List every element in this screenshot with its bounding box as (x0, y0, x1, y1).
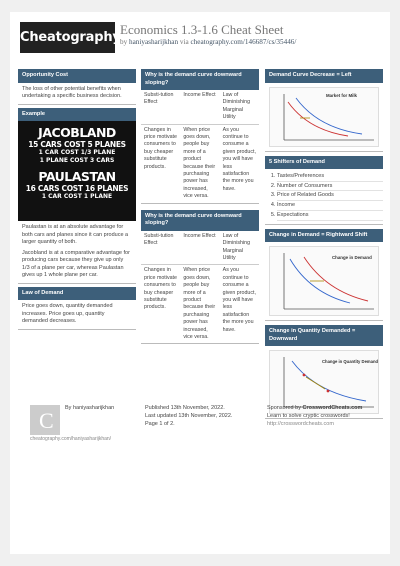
list-item: 1. Tastes/Preferences (277, 172, 383, 182)
demand-increase-section (265, 229, 383, 322)
column-2 (141, 69, 259, 344)
graph-svg (270, 88, 378, 146)
sponsor-url-link[interactable]: http://crosswordcheats.com (267, 420, 334, 427)
movement-arrow (306, 377, 325, 389)
section-heading: Why is the demand curve downward sloping? (141, 210, 259, 231)
graph-svg (270, 351, 378, 413)
table-cell: Substi-tution Effect (141, 231, 180, 265)
table-cell: As you continue to consume a given product, you will have less satisfaction the more you have. (222, 267, 256, 333)
opportunity-cost-section (18, 69, 136, 105)
table-cell: Law of Diminishing Marginal Utility (220, 231, 259, 265)
list-item: 5. Expectations (277, 211, 383, 221)
law-of-demand-section (18, 287, 136, 330)
why-table (141, 90, 259, 203)
section-text: Jacobland is at a comparative advantage for producing cars because they give up only 1/3 of a plane per car, whereas Paulastan gives up 1 whole plane per car. (22, 249, 130, 278)
updated-date: Last updated 13th November, 2022. (145, 412, 233, 419)
by-label: By (65, 405, 72, 411)
point-a (303, 374, 306, 377)
cheat-sheet-page (10, 12, 390, 554)
shifters-list (265, 169, 383, 224)
footer-publish-info (145, 405, 232, 435)
section-heading: Demand Curve Decrease = Left (265, 69, 383, 83)
why-downward-section-2 (141, 210, 259, 345)
demand-decrease-graph (269, 87, 379, 147)
section-heading: 5 Shifters of Demand (265, 156, 383, 170)
table-cell: Law of Diminishing Marginal Utility (220, 90, 259, 124)
why-table (141, 231, 259, 344)
avatar-letter: C (39, 408, 54, 433)
section-heading: Example (18, 108, 136, 122)
demand-increase-graph (269, 246, 379, 316)
section-heading: Change in Demand = Rightward Shift (265, 229, 383, 243)
example-image (18, 121, 136, 221)
sheet-title: Economics 1.3-1.6 Cheat Sheet (120, 22, 284, 37)
ad-line: 1 CAR COST 1/3 PLANE (38, 149, 116, 156)
sponsor-name[interactable]: CrosswordCheats.com (302, 405, 363, 411)
table-cell: Changes in price motivate consumers to buy cheaper substitute products. (144, 267, 177, 311)
author-avatar[interactable] (30, 405, 60, 435)
sponsor-prefix: Sponsored by (267, 405, 301, 411)
section-text: Paulastan is at an absolute advantage for both cars and planes since it can produce a larger quantity of both. (22, 224, 129, 245)
table-cell: Changes in price motivate consumers to buy cheaper substitute products. (144, 126, 177, 170)
example-section (18, 108, 136, 284)
demand-decrease-section (265, 69, 383, 152)
graph-svg (270, 247, 378, 315)
table-cell: Income Effect (180, 231, 219, 265)
byline (120, 38, 296, 46)
curve-d1 (296, 98, 362, 134)
table-cell: Substi-tution Effect (141, 90, 180, 124)
column-3 (265, 69, 383, 419)
sponsor-line (267, 405, 362, 413)
footer-sponsor (267, 405, 362, 435)
list-item: 4. Income (277, 201, 383, 211)
author-link[interactable]: haniyasharijkhan (128, 38, 179, 46)
ad-line: JACOBLAND (38, 125, 116, 140)
footer-author (65, 405, 114, 435)
list-item: 3. Price of Related Goods (277, 191, 383, 201)
graph-label: Market for Milk (326, 92, 357, 98)
graph-label: Change in Demand (332, 255, 372, 261)
table-cell: When price goes down, people buy more of a product because their purchasing power has increased, vice versa. (183, 267, 216, 340)
by-prefix: by (120, 38, 128, 46)
curve-d (292, 361, 366, 401)
ad-line: 15 CARS COST 5 PLANES (28, 140, 126, 149)
ad-line: 16 CARS COST 16 PLANES (25, 184, 129, 193)
section-heading: Law of Demand (18, 287, 136, 301)
footer-author-link[interactable]: haniyasharijkhan (72, 405, 115, 411)
ad-line: PAULASTAN (38, 169, 116, 184)
column-1 (18, 69, 136, 330)
published-date: Published 13th November, 2022. (145, 405, 225, 411)
point-b (327, 390, 330, 393)
table-cell: When price goes down, people buy more of a product because their purchasing power has increased, vice versa. (183, 126, 216, 200)
page-number: Page 1 of 2. (145, 420, 175, 427)
shifters-section (265, 156, 383, 225)
section-heading: Why is the demand curve downward sloping? (141, 69, 259, 90)
via-text: via (179, 38, 189, 46)
cheatography-logo[interactable]: Cheatography (20, 22, 115, 53)
sponsor-text: Learn to solve cryptic crosswords! (267, 412, 350, 419)
section-heading: Change in Quantity Demanded = Downward (265, 325, 383, 346)
section-text: The loss of other potential benefits when undertaking a specific business decision. (22, 85, 122, 99)
list-item: 2. Number of Consumers (277, 182, 383, 192)
sheet-url-link[interactable]: cheatography.com/146687/cs/35446/ (190, 38, 297, 46)
ad-line: 1 PLANE COST 3 CARS (39, 157, 115, 164)
why-downward-section (141, 69, 259, 204)
table-cell: Income Effect (180, 90, 219, 124)
curve-d2 (304, 257, 368, 301)
ad-line: 1 CAR COST 1 PLANE (41, 193, 113, 200)
graph-label: Change in Quantity Demanded (322, 359, 378, 365)
author-site-link[interactable]: cheatography.com/haniyasharijkhan/ (30, 436, 112, 442)
section-heading: Opportunity Cost (18, 69, 136, 83)
section-text: Price goes down, quantity demanded increases. Price goes up, quantity demanded decreases. (22, 303, 113, 324)
table-cell: As you continue to consume a given product, you will have less satisfaction the more you have. (222, 126, 256, 192)
